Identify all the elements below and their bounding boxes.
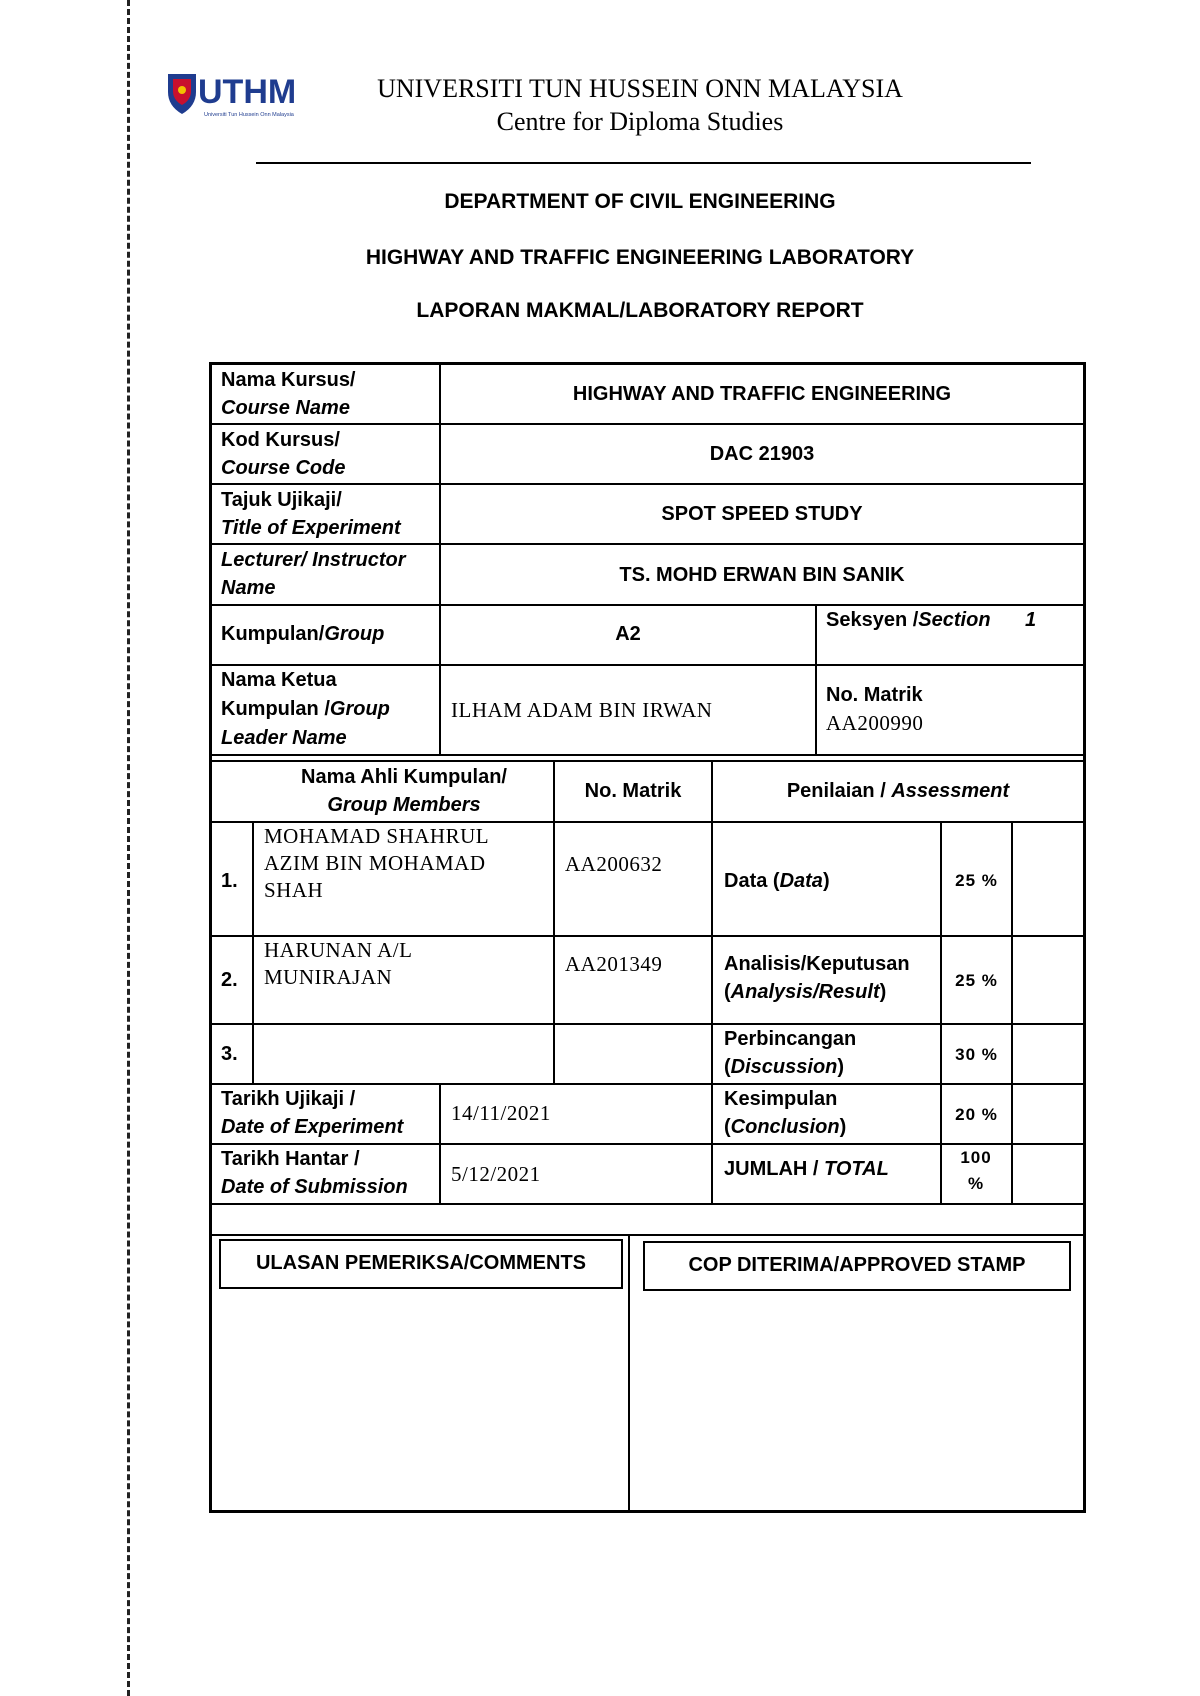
logo-subtext: Universiti Tun Hussein Onn Malaysia	[204, 112, 294, 118]
header-rule	[256, 162, 1031, 164]
member-number: 3.	[221, 1043, 238, 1065]
leader-label: Nama Ketua Kumpulan /Group Leader Name	[221, 669, 390, 749]
assessment-label: Analisis/Keputusan (Analysis/Result)	[724, 953, 910, 1003]
member-number: 2.	[221, 969, 238, 991]
comments-box: ULASAN PEMERIKSA/COMMENTS	[219, 1239, 623, 1289]
report-heading: LAPORAN MAKMAL/LABORATORY REPORT	[416, 299, 864, 322]
binding-dashed-line	[127, 0, 130, 1696]
member-number: 1.	[221, 870, 238, 892]
stamp-box: COP DITERIMA/APPROVED STAMP	[643, 1241, 1071, 1291]
member-name: HARUNAN A/L MUNIRAJAN	[264, 938, 412, 989]
course-name-label: Nama Kursus/ Course Name	[221, 369, 356, 419]
leader-matrik-value: AA200990	[826, 711, 924, 735]
total-weight: 100 %	[960, 1148, 992, 1193]
lab-heading: HIGHWAY AND TRAFFIC ENGINEERING LABORATORY	[365, 246, 915, 269]
group-value: A2	[615, 623, 641, 645]
lecturer-label: Lecturer/ Instructor Name	[221, 549, 406, 599]
assessment-header: Penilaian / Assessment	[786, 780, 1010, 802]
total-mark-field[interactable]	[1013, 1145, 1083, 1203]
assessment-weight: 20 %	[955, 1105, 998, 1124]
course-code-value: DAC 21903	[709, 443, 815, 465]
centre-name: Centre for Diploma Studies	[496, 107, 784, 136]
leader-value: ILHAM ADAM BIN IRWAN	[451, 698, 713, 722]
assessment-label: Kesimpulan (Conclusion)	[724, 1088, 847, 1138]
assessment-label: Data (Data)	[724, 870, 830, 892]
assessment-mark-field[interactable]	[1013, 1085, 1083, 1143]
member-matrik: AA201349	[565, 952, 663, 976]
title-label: Tajuk Ujikaji/ Title of Experiment	[221, 489, 401, 539]
date-experiment-label: Tarikh Ujikaji / Date of Experiment	[221, 1088, 404, 1138]
assessment-weight: 25 %	[955, 871, 998, 890]
member-matrik: AA200632	[565, 852, 663, 876]
section-label: Seksyen /Section	[826, 609, 991, 631]
assessment-label: Perbincangan (Discussion)	[724, 1028, 857, 1078]
member-name: MOHAMAD SHAHRUL AZIM BIN MOHAMAD SHAH	[264, 824, 489, 902]
uthm-logo	[166, 70, 326, 130]
total-label: JUMLAH / TOTAL	[724, 1158, 889, 1180]
lecturer-value: TS. MOHD ERWAN BIN SANIK	[619, 564, 905, 586]
section-value: 1	[1025, 609, 1037, 631]
assessment-mark-field[interactable]	[1013, 823, 1083, 935]
leader-matrik-label: No. Matrik	[826, 684, 923, 706]
department-heading: DEPARTMENT OF CIVIL ENGINEERING	[444, 190, 836, 213]
assessment-mark-field[interactable]	[1013, 937, 1083, 1023]
matrik-header: No. Matrik	[584, 780, 682, 802]
comments-area[interactable]	[212, 1292, 628, 1510]
members-header: Nama Ahli Kumpulan/ Group Members	[301, 766, 507, 816]
course-code-label: Kod Kursus/ Course Code	[221, 429, 346, 479]
stamp-area	[630, 1292, 1083, 1510]
group-label: Kumpulan/Group	[221, 623, 385, 645]
date-experiment-value: 14/11/2021	[451, 1101, 551, 1125]
assessment-weight: 25 %	[955, 971, 998, 990]
university-name: UNIVERSITI TUN HUSSEIN ONN MALAYSIA	[377, 74, 903, 103]
date-submission-label: Tarikh Hantar / Date of Submission	[221, 1148, 408, 1198]
assessment-mark-field[interactable]	[1013, 1025, 1083, 1083]
logo-text: UTHM	[198, 73, 297, 111]
course-name-value: HIGHWAY AND TRAFFIC ENGINEERING	[572, 383, 952, 405]
assessment-weight: 30 %	[955, 1045, 998, 1064]
date-submission-value: 5/12/2021	[451, 1162, 541, 1186]
title-value: SPOT SPEED STUDY	[661, 503, 863, 525]
